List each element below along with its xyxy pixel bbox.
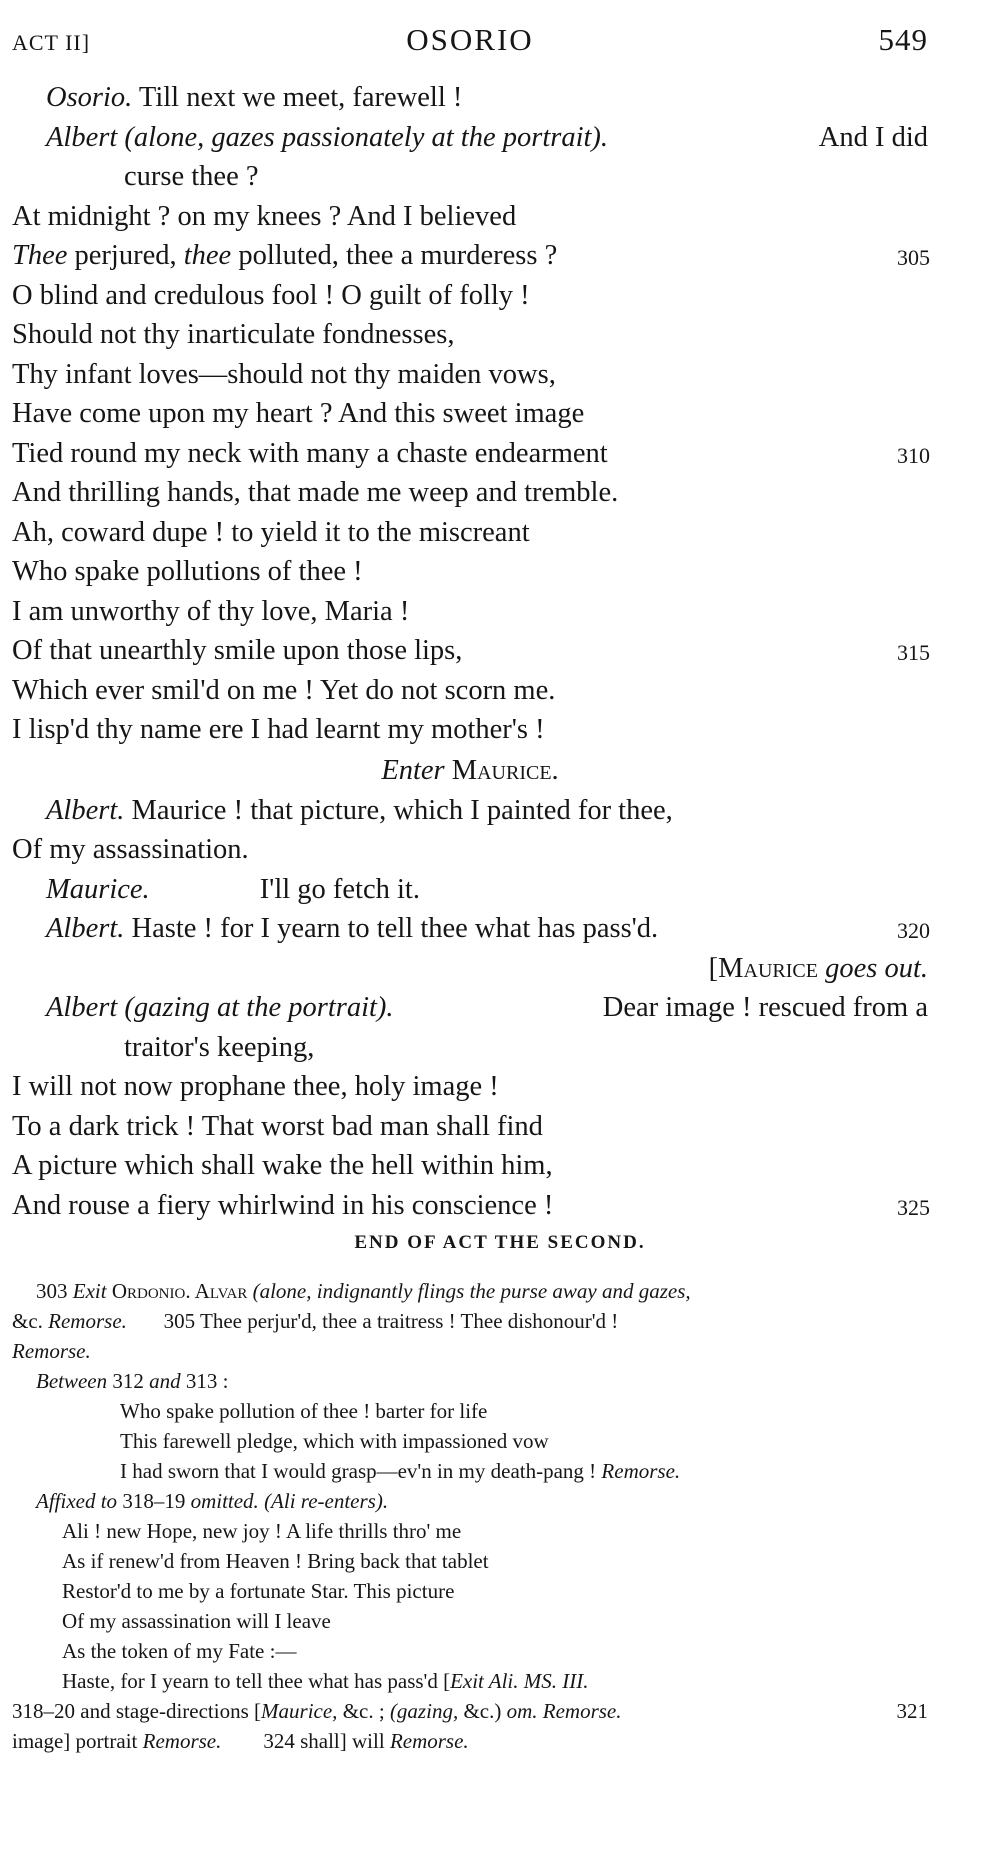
note-text: &c. ;	[337, 1699, 390, 1723]
emphasis-word: thee	[183, 240, 232, 271]
verse-line: Who spake pollutions of thee !	[12, 556, 363, 587]
verse-line: I am unworthy of thy love, Maria !	[12, 595, 410, 627]
act-label: ACT II]	[12, 30, 91, 55]
speaker-name: Maurice.	[46, 873, 150, 905]
verse-line: Of my assassination.	[12, 834, 249, 865]
stage-direction: (alone, gazes passionately at the portrait).	[117, 121, 609, 153]
note-source: Remorse.	[601, 1459, 681, 1483]
verse-line: Ah, coward dupe ! to yield it to the miscreant	[12, 516, 530, 548]
character-name: [Maurice	[708, 952, 818, 984]
verse-line: Have come upon my heart ? And this sweet image	[12, 398, 585, 429]
verse-continuation: traitor's keeping,	[124, 1031, 315, 1063]
speaker-name: Albert	[46, 992, 118, 1023]
line-number: 310	[897, 442, 930, 468]
verse-text-segment: I'll go fetch it.	[259, 873, 420, 905]
note-line	[12, 1456, 928, 1486]
note-line	[12, 1336, 928, 1366]
emphasis-word: Thee	[12, 240, 68, 271]
verse-line	[12, 78, 928, 118]
note-italic: (gazing,	[389, 1699, 459, 1723]
stage-direction-word: Enter	[381, 754, 445, 786]
verse-continuation: curse thee ?	[124, 161, 259, 192]
verse-line: And thrilling hands, that made me weep and tremble.	[12, 477, 619, 508]
note-text: I had sworn that I would grasp—ev'n in my death-pang !	[120, 1459, 597, 1483]
speaker-name: Albert.	[46, 794, 125, 826]
page-title: OSORIO	[406, 22, 534, 57]
note-italic: Affixed to	[36, 1489, 118, 1513]
note-line: Ali ! new Hope, new joy ! A life thrills thro' me	[62, 1519, 462, 1543]
line-number: 305	[897, 245, 930, 270]
note-source: Remorse.	[42, 1309, 127, 1333]
note-line: Restor'd to me by a fortunate Star. This picture	[62, 1579, 455, 1603]
note-line	[12, 1366, 928, 1396]
verse-line	[12, 791, 928, 831]
verse-line	[12, 631, 928, 671]
note-text: &c.)	[458, 1699, 507, 1723]
stage-direction: (gazing at the portrait).	[117, 992, 394, 1023]
note-text: &c.	[12, 1309, 43, 1333]
note-source: om. Remorse.	[506, 1699, 622, 1723]
note-line	[12, 1666, 928, 1696]
line-number: 320	[897, 918, 930, 943]
character-name: Ordonio.	[106, 1279, 191, 1303]
stage-direction-exit	[12, 949, 928, 989]
line-number: 325	[897, 1194, 930, 1220]
note-italic: omitted.	[190, 1489, 259, 1513]
verse-text-segment: perjured,	[67, 240, 184, 271]
verse-line	[12, 1186, 928, 1226]
note-italic: Maurice,	[261, 1699, 338, 1723]
note-text: Thee perjur'd, thee a traitress ! Thee dishonour'd !	[195, 1309, 619, 1333]
speaker-name: Albert	[46, 121, 118, 153]
stage-direction-enter	[12, 750, 928, 791]
note-line: Of my assassination will I leave	[62, 1609, 331, 1633]
note-line	[12, 1726, 928, 1756]
note-italic: Exit	[72, 1279, 107, 1303]
verse-text-segment: Of that unearthly smile upon those lips,	[12, 635, 463, 666]
page-number: 549	[878, 22, 928, 57]
verse-line: Thy infant loves—should not thy maiden vows,	[12, 358, 556, 390]
note-italic: (alone, indignantly flings the purse away and gazes,	[247, 1279, 691, 1303]
note-line	[12, 1486, 928, 1516]
note-line-number: 313 :	[180, 1369, 229, 1393]
verse-text-segment: And I did	[818, 121, 928, 153]
character-name: Maurice.	[444, 754, 559, 786]
verse-line: Should not thy inarticulate fondnesses,	[12, 319, 455, 350]
verse-line: O blind and credulous fool ! O guilt of folly !	[12, 279, 530, 311]
note-text: image] portrait	[12, 1729, 143, 1753]
character-name: Alvar	[190, 1279, 248, 1303]
note-line-number: 303	[36, 1279, 68, 1303]
note-italic: and	[149, 1369, 181, 1393]
note-line	[12, 1696, 928, 1726]
verse-line	[12, 118, 928, 197]
note-line: Who spake pollution of thee ! barter for life	[120, 1399, 488, 1423]
speaker-name: Osorio.	[46, 82, 133, 113]
note-line-number: 305	[163, 1309, 196, 1333]
note-source: Remorse.	[142, 1729, 222, 1753]
verse-line: I lisp'd thy name ere I had learnt my mother's !	[12, 714, 545, 745]
verse-line: At midnight ? on my knees ? And I believed	[12, 200, 517, 232]
note-line	[12, 1276, 928, 1306]
verse-text	[12, 78, 928, 1225]
verse-line: To a dark trick ! That worst bad man shall find	[12, 1110, 543, 1142]
verse-line: A picture which shall wake the hell within him,	[12, 1150, 553, 1181]
verse-line: I will not now prophane thee, holy image !	[12, 1071, 499, 1102]
verse-line	[12, 909, 928, 949]
note-line	[12, 1306, 928, 1336]
note-source: Remorse.	[12, 1339, 91, 1363]
verse-line	[12, 870, 928, 910]
verse-line: Which ever smil'd on me ! Yet do not scorn me.	[12, 674, 556, 706]
verse-line	[12, 988, 928, 1067]
note-line: As the token of my Fate :—	[62, 1639, 297, 1663]
stage-direction-word: goes out.	[817, 952, 928, 984]
verse-line	[12, 236, 928, 276]
verse-text-segment: polluted, thee a murderess ?	[231, 240, 558, 271]
end-of-act-heading: END OF ACT THE SECOND.	[354, 1232, 646, 1253]
note-line: As if renew'd from Heaven ! Bring back that tablet	[62, 1549, 489, 1573]
verse-line	[12, 434, 928, 474]
note-line-number: 321	[896, 1699, 928, 1723]
verse-text-segment: Haste ! for I yearn to tell thee what has pass'd.	[124, 913, 659, 944]
note-italic: Between	[36, 1369, 108, 1393]
line-number: 315	[897, 640, 930, 665]
note-source: Remorse.	[389, 1729, 469, 1753]
verse-text-segment: Maurice ! that picture, which I painted for thee,	[124, 794, 673, 826]
speaker-name: Albert.	[46, 913, 125, 944]
verse-text-segment: Dear image ! rescued from a	[602, 992, 928, 1023]
note-source: Exit Ali. MS. III.	[450, 1669, 589, 1693]
note-italic: (Ali re-enters).	[258, 1489, 389, 1513]
note-text: Haste, for I yearn to tell thee what has pass'd [	[62, 1669, 451, 1693]
note-text: 318–20 and stage-directions [	[12, 1699, 262, 1723]
textual-notes	[12, 1276, 928, 1756]
verse-text-segment: And rouse a fiery whirlwind in his conscience !	[12, 1189, 554, 1221]
verse-text-segment: Till next we meet, farewell !	[132, 82, 463, 113]
note-line: This farewell pledge, which with impassioned vow	[120, 1429, 549, 1453]
note-line-number: 312	[107, 1369, 150, 1393]
verse-text-segment: Tied round my neck with many a chaste endearment	[12, 437, 608, 469]
running-header	[12, 22, 928, 62]
note-line-number: 318–19	[117, 1489, 191, 1513]
note-line-number: 324	[263, 1729, 295, 1753]
note-text: shall] will	[294, 1729, 390, 1753]
